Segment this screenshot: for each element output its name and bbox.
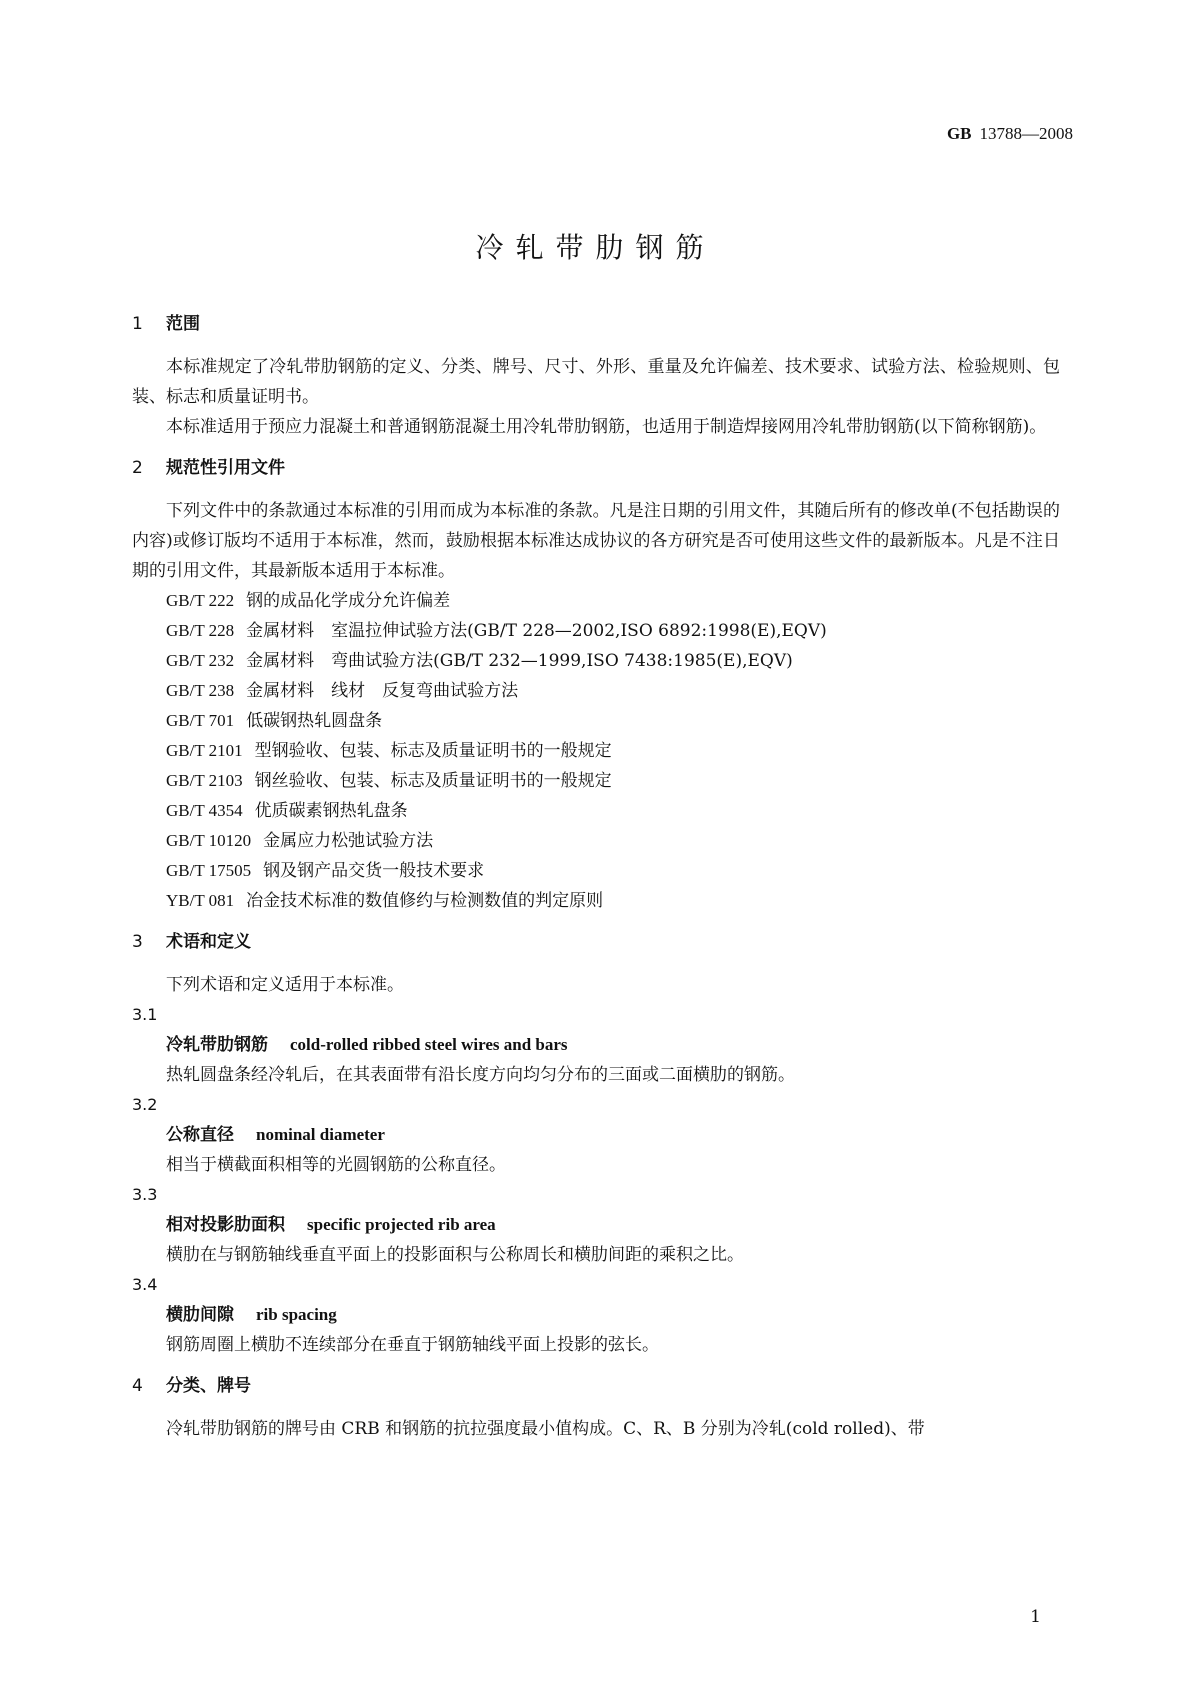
term-en: specific projected rib area (307, 1215, 496, 1234)
reference-code: GB/T 701 (166, 711, 235, 730)
reference-item (132, 856, 1060, 886)
reference-title: 钢的成品化学成分允许偏差 (246, 591, 451, 611)
term-number: 3.2 (132, 1095, 158, 1114)
standard-code (947, 124, 1073, 144)
term-number: 3.1 (132, 1005, 158, 1024)
reference-code: GB/T 232 (166, 651, 235, 670)
section-heading-2 (132, 456, 1060, 480)
reference-code: GB/T 2103 (166, 771, 243, 790)
paragraph: 本标准规定了冷轧带肋钢筋的定义、分类、牌号、尺寸、外形、重量及允许偏差、技术要求、试验方法、检验规则、包装、标志和质量证明书。 (132, 357, 1060, 407)
section-heading-1 (132, 312, 1060, 336)
reference-item (132, 886, 1060, 916)
reference-item (132, 766, 1060, 796)
section-heading-4 (132, 1374, 1060, 1398)
standard-code-number: 13788—2008 (979, 124, 1073, 143)
page-number: 1 (1030, 1607, 1041, 1627)
term-zh: 冷轧带肋钢筋 (166, 1035, 268, 1055)
reference-item (132, 826, 1060, 856)
term-entry (132, 1300, 1060, 1330)
reference-title: 金属材料 弯曲试验方法(GB/T 232—1999,ISO 7438:1985(E),EQV) (246, 651, 793, 671)
standard-code-prefix: GB (946, 124, 972, 143)
term-definition: 热轧圆盘条经冷轧后，在其表面带有沿长度方向均匀分布的三面或二面横肋的钢筋。 (166, 1065, 795, 1085)
term-definition: 相当于横截面积相等的光圆钢筋的公称直径。 (166, 1155, 506, 1175)
section-title: 范围 (166, 314, 200, 334)
paragraph: 下列文件中的条款通过本标准的引用而成为本标准的条款。凡是注日期的引用文件，其随后所有的修改单(不包括勘误的内容)或修订版均不适用于本标准，然而，鼓励根据本标准达成协议的各方研究是否可使用这些文件的最新版本。凡是不注日期的引用文件，其最新版本适用于本标准。 (132, 501, 1060, 581)
reference-code: GB/T 4354 (166, 801, 243, 820)
section-title: 术语和定义 (166, 932, 251, 952)
term-entry (132, 1120, 1060, 1150)
term-definition: 钢筋周圈上横肋不连续部分在垂直于钢筋轴线平面上投影的弦长。 (166, 1335, 659, 1355)
reference-item (132, 736, 1060, 766)
section-title: 分类、牌号 (166, 1376, 251, 1396)
section-title: 规范性引用文件 (166, 458, 285, 478)
reference-title: 低碳钢热轧圆盘条 (246, 711, 383, 731)
reference-item (132, 646, 1060, 676)
reference-title: 优质碳素钢热轧盘条 (254, 801, 408, 821)
reference-title: 金属材料 线材 反复弯曲试验方法 (246, 681, 519, 701)
section-number: 4 (132, 1376, 143, 1396)
term-definition: 横肋在与钢筋轴线垂直平面上的投影面积与公称周长和横肋间距的乘积之比。 (166, 1245, 744, 1265)
section-number: 3 (132, 932, 143, 952)
section-heading-3 (132, 930, 1060, 954)
reference-item (132, 616, 1060, 646)
term-zh: 公称直径 (166, 1125, 234, 1145)
reference-title: 型钢验收、包装、标志及质量证明书的一般规定 (254, 741, 612, 761)
term-zh: 相对投影肋面积 (166, 1215, 285, 1235)
reference-code: GB/T 10120 (166, 831, 252, 850)
reference-code: YB/T 081 (166, 891, 235, 910)
reference-item (132, 586, 1060, 616)
reference-title: 冶金技术标准的数值修约与检测数值的判定原则 (246, 891, 604, 911)
reference-code: GB/T 17505 (166, 861, 252, 880)
term-number: 3.4 (132, 1275, 158, 1294)
term-en: cold-rolled ribbed steel wires and bars (290, 1035, 568, 1054)
term-zh: 横肋间隙 (166, 1305, 234, 1325)
reference-title: 钢及钢产品交货一般技术要求 (263, 861, 485, 881)
paragraph: 下列术语和定义适用于本标准。 (166, 975, 404, 995)
reference-code: GB/T 2101 (166, 741, 243, 760)
reference-code: GB/T 222 (166, 591, 235, 610)
term-en: nominal diameter (256, 1125, 385, 1144)
reference-code: GB/T 228 (166, 621, 235, 640)
document-body (132, 312, 1060, 1444)
term-en: rib spacing (256, 1305, 337, 1324)
paragraph: 冷轧带肋钢筋的牌号由 CRB 和钢筋的抗拉强度最小值构成。C、R、B 分别为冷轧(cold rolled)、带 (166, 1419, 925, 1439)
reference-item (132, 796, 1060, 826)
reference-title: 金属材料 室温拉伸试验方法(GB/T 228—2002,ISO 6892:1998(E),EQV) (246, 621, 827, 641)
term-entry (132, 1210, 1060, 1240)
reference-title: 金属应力松弛试验方法 (263, 831, 434, 851)
reference-title: 钢丝验收、包装、标志及质量证明书的一般规定 (254, 771, 612, 791)
reference-list (132, 586, 1060, 916)
term-entry (132, 1030, 1060, 1060)
section-number: 1 (132, 314, 143, 334)
reference-item (132, 676, 1060, 706)
term-number: 3.3 (132, 1185, 158, 1204)
reference-item (132, 706, 1060, 736)
reference-code: GB/T 238 (166, 681, 235, 700)
section-number: 2 (132, 458, 143, 478)
paragraph: 本标准适用于预应力混凝土和普通钢筋混凝土用冷轧带肋钢筋，也适用于制造焊接网用冷轧带肋钢筋(以下简称钢筋)。 (166, 417, 1047, 437)
document-title: 冷轧带肋钢筋 (475, 231, 716, 264)
